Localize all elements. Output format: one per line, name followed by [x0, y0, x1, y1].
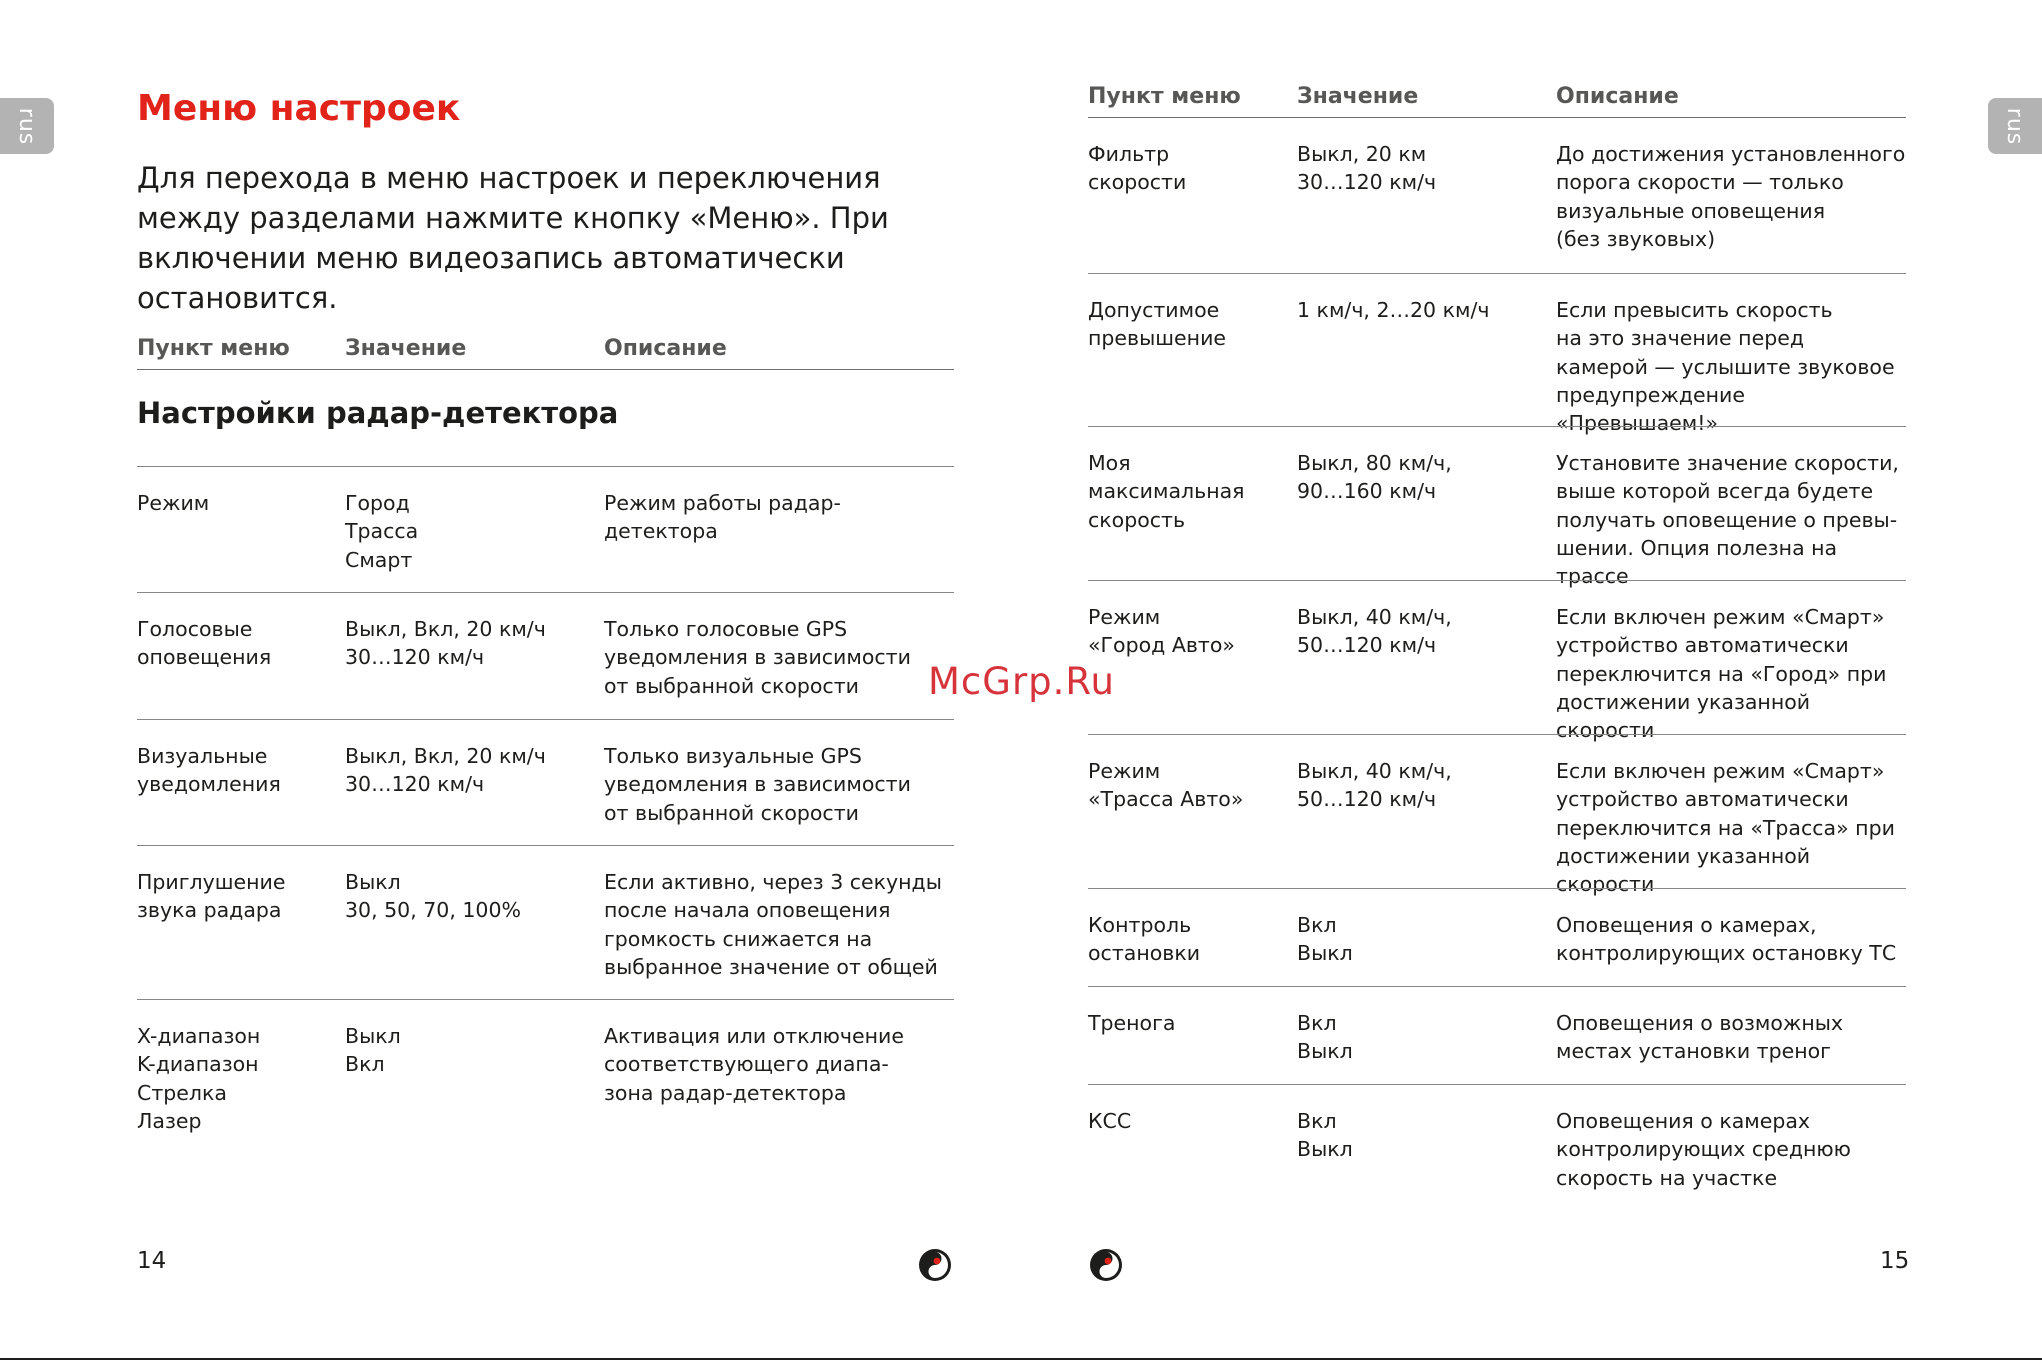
row-value: Выкл, Вкл, 20 км/ч 30…120 км/ч — [345, 617, 546, 670]
row-description: До достижения установленного порога скорости — только визуальные оповещения (без звуковых) — [1556, 142, 1906, 251]
table-row — [1088, 1084, 1906, 1204]
row-value: Выкл, Вкл, 20 км/ч 30…120 км/ч — [345, 744, 546, 797]
row-item: Контроль остановки — [1088, 913, 1201, 966]
header-item: Пункт меню — [137, 336, 290, 361]
row-description: Режим работы радар-детектора — [604, 491, 841, 544]
svg-text:McGrp.Ru: McGrp.Ru — [928, 660, 1115, 703]
header-item: Пункт меню — [1088, 84, 1241, 109]
table-row — [137, 999, 954, 1149]
table-row — [137, 719, 954, 845]
intro-paragraph: Для перехода в меню настроек и переключения между разделами нажмите кнопку «Меню». При включении меню видеозапись автоматически остановится. — [137, 161, 889, 315]
settings-table-right — [1088, 118, 1906, 1204]
table-row — [1088, 888, 1906, 986]
row-description: Активация или отключение соответствующего диапа- зона радар-детектора — [604, 1024, 904, 1105]
header-description: Описание — [604, 336, 727, 361]
row-value: Выкл Вкл — [345, 1024, 401, 1077]
row-item: Режим «Город Авто» — [1088, 605, 1235, 658]
row-value: Выкл, 40 км/ч, 50…120 км/ч — [1297, 759, 1452, 812]
row-value: Вкл Выкл — [1297, 913, 1353, 966]
watermark — [928, 656, 1138, 706]
row-item: X-диапазон K-диапазон Стрелка Лазер — [137, 1024, 261, 1133]
row-item: КСС — [1088, 1109, 1132, 1133]
row-description: Если включен режим «Смарт» устройство автоматически переключится на «Трасса» при достижении указанной скорости — [1556, 759, 1895, 897]
table-row — [1088, 273, 1906, 436]
header-value: Значение — [345, 336, 467, 361]
page-number: 14 — [137, 1248, 167, 1274]
section-title: Настройки радар-детектора — [137, 396, 619, 430]
table-row — [137, 845, 954, 999]
table-header — [1088, 78, 1906, 118]
row-item: Моя максимальная скорость — [1088, 451, 1245, 532]
header-value: Значение — [1297, 84, 1419, 109]
header-description: Описание — [1556, 84, 1679, 109]
row-value: Выкл 30, 50, 70, 100% — [345, 870, 521, 923]
table-header — [137, 330, 954, 370]
row-item: Тренога — [1088, 1011, 1176, 1035]
row-description: Оповещения о камерах контролирующих среднюю скорость на участке — [1556, 1109, 1851, 1190]
page-title: Меню настроек — [137, 88, 461, 129]
row-description: Оповещения о камерах, контролирующих остановку ТС — [1556, 913, 1897, 966]
row-value: 1 км/ч, 2…20 км/ч — [1297, 298, 1490, 322]
table-row — [1088, 986, 1906, 1084]
language-tab — [1988, 98, 2042, 154]
row-description: Оповещения о возможных местах установки треног — [1556, 1011, 1844, 1064]
row-item: Фильтр скорости — [1088, 142, 1187, 195]
brand-logo-icon — [918, 1248, 952, 1282]
table-row — [1088, 734, 1906, 897]
row-item: Визуальные уведомления — [137, 744, 281, 797]
settings-table-left — [137, 466, 954, 1149]
table-row — [1088, 426, 1906, 589]
row-value: Вкл Выкл — [1297, 1109, 1353, 1162]
row-description: Если активно, через 3 секунды после начала оповещения громкость снижается на выбранное значение от общей — [604, 870, 942, 979]
row-description: Установите значение скорости, выше которой всегда будете получать оповещение о превы- шении. Опция полезна на трассе — [1556, 451, 1899, 589]
row-item: Режим — [137, 491, 210, 515]
table-row — [1088, 118, 1906, 273]
language-tab-label: rus — [14, 107, 40, 145]
row-item: Режим «Трасса Авто» — [1088, 759, 1244, 812]
table-row — [1088, 580, 1906, 743]
row-item: Допустимое превышение — [1088, 298, 1227, 351]
brand-logo-icon — [1089, 1248, 1123, 1282]
row-value: Выкл, 80 км/ч, 90…160 км/ч — [1297, 451, 1452, 504]
table-row — [137, 592, 954, 719]
row-value: Город Трасса Смарт — [345, 491, 419, 572]
page-number: 15 — [1880, 1248, 1910, 1274]
row-value: Выкл, 40 км/ч, 50…120 км/ч — [1297, 605, 1452, 658]
language-tab-label: rus — [2002, 107, 2028, 145]
row-value: Выкл, 20 км 30…120 км/ч — [1297, 142, 1437, 195]
bottom-rule — [0, 1358, 2042, 1360]
row-description: Если включен режим «Смарт» устройство автоматически переключится на «Город» при достижении указанной скорости — [1556, 605, 1887, 743]
right-page — [1021, 0, 2042, 1362]
table-row — [137, 466, 954, 592]
row-description: Только визуальные GPS уведомления в зависимости от выбранной скорости — [604, 744, 911, 825]
row-item: Голосовые оповещения — [137, 617, 272, 670]
row-value: Вкл Выкл — [1297, 1011, 1353, 1064]
row-description: Если превысить скорость на это значение перед камерой — услышите звуковое предупреждение «Превышаем!» — [1556, 298, 1895, 436]
language-tab — [0, 98, 54, 154]
row-description: Только голосовые GPS уведомления в зависимости от выбранной скорости — [604, 617, 911, 698]
row-item: Приглушение звука радара — [137, 870, 286, 923]
